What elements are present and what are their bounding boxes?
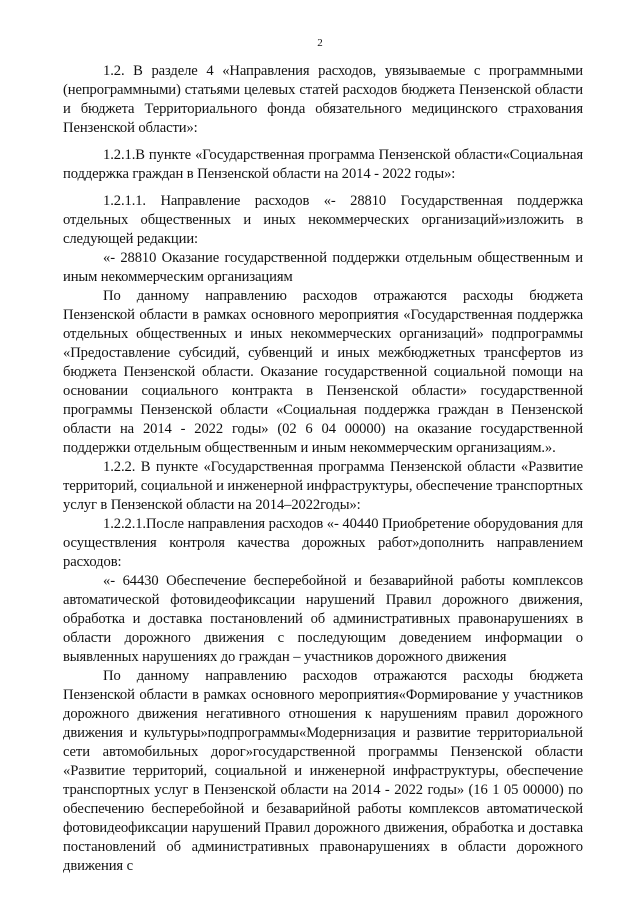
- document-body: [63, 62, 583, 876]
- paragraph-64430-description: По данному направлению расходов отражаются расходы бюджета Пензенской области в рамках основного мероприятия«Формирование у участников дорожного движения негативного отношения к нарушениям правил дорожного движения и культуры»подпрограммы«Модернизация и развитие территориальной сети автомобильных дорог»государственной программы Пензенской области «Развитие территорий, социальной и инженерной инфраструктуры, обеспечение транспортных услуг в Пензенской области на 2014 - 2022 годы» (16 1 05 00000) по обеспечению бесперебойной и безаварийной работы комплексов автоматической фотовидеофиксации нарушений Правил дорожного движения, обработка и доставка постановлений об административных правонарушениях в области дорожного движения с: [63, 668, 583, 874]
- paragraph-1-2-2: 1.2.2. В пункте «Государственная программа Пензенской области «Развитие территорий, социальной и инженерной инфраструктуры, обеспечение транспортных услуг в Пензенской области на 2014–2022годы»:: [63, 459, 583, 513]
- paragraph-1-2-1: 1.2.1.В пункте «Государственная программа Пензенской области«Социальная поддержка граждан в Пензенской области на 2014 - 2022 годы»:: [63, 147, 583, 182]
- paragraph-28810-title: «- 28810 Оказание государственной поддержки отдельным общественным и иным некоммерческим организациям: [63, 250, 583, 285]
- paragraph-1-2: 1.2. В разделе 4 «Направления расходов, увязываемые с программными (непрограммными) статьями целевых статей расходов бюджета Пензенской области и бюджета Территориального фонда обязательного медицинского страхования Пензенской области»:: [63, 63, 583, 136]
- paragraph-1-2-1-1: 1.2.1.1. Направление расходов «- 28810 Государственная поддержка отдельных общественных и иных некоммерческих организаций»изложить в следующей редакции:: [63, 193, 583, 247]
- page-number: 2: [317, 37, 323, 49]
- paragraph-1-2-2-1: 1.2.2.1.После направления расходов «- 40440 Приобретение оборудования для осуществления контроля качества дорожных работ»дополнить направлением расходов:: [63, 516, 583, 570]
- paragraph-64430-title: «- 64430 Обеспечение бесперебойной и безаварийной работы комплексов автоматической фотовидеофиксации нарушений Правил дорожного движения, обработка и доставка постановлений об административных правонарушениях в области дорожного движения с последующим доведением информации о выявленных нарушениях до граждан – участников дорожного движения: [63, 573, 583, 665]
- paragraph-28810-description: По данному направлению расходов отражаются расходы бюджета Пензенской области в рамках основного мероприятия «Государственная поддержка отдельных общественных и иных некоммерческих организаций» подпрограммы «Предоставление субсидий, субвенций и иных межбюджетных трансфертов из бюджета Пензенской области. Оказание государственной социальной помощи на основании социального контракта в Пензенской области» государственной программы Пензенской области «Социальная поддержка граждан в Пензенской области на 2014 - 2022 годы» (02 6 04 00000) на оказание государственной поддержки отдельным общественным и иным некоммерческим организациям.».: [63, 288, 583, 456]
